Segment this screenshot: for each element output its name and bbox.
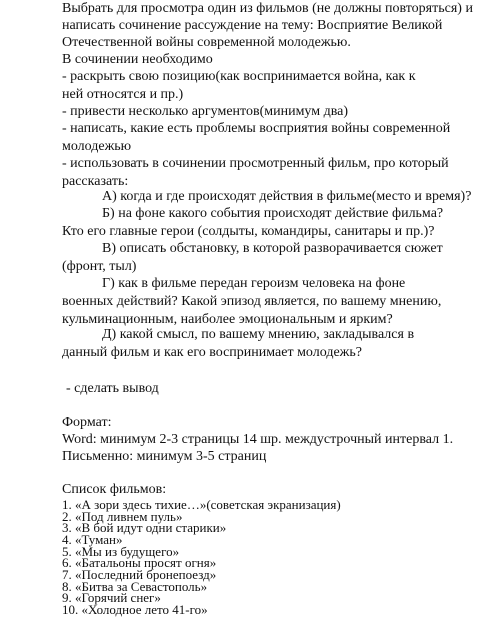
subitem-d: Г) как в фильме передан героизм человека на фоне военных действий? Какой эпизод является, по вашему мнению, кульминационным, наиболее эмоциональным и ярким? — [62, 276, 442, 327]
conclusion: - сделать вывод — [66, 381, 159, 396]
requirement-item: - привести несколько аргументов(минимум два) — [62, 104, 349, 119]
requirement-item: - написать, какие есть проблемы восприятия войны современной молодежью — [62, 121, 451, 154]
format-word: Word: минимум 2-3 страницы 14 шр. междустрочный интервал 1. — [62, 432, 454, 447]
film-list-item: 2. «Под ливнем пуль» — [62, 509, 183, 524]
film-list-item: 9. «Горячий снег» — [62, 590, 161, 605]
film-list-item: 7. «Последний бронепоезд» — [62, 567, 217, 582]
intro-line-3: Отечественной войны современной молодежью. — [62, 35, 351, 50]
requirements-heading: В сочинении необходимо — [62, 52, 213, 67]
film-list-item: 1. «А зори здесь тихие…»(советская экранизация) — [62, 497, 341, 512]
subitem-e: Д) какой смысл, по вашему мнению, закладывался в данный фильм и как его воспринимает молодежь? — [62, 327, 415, 360]
film-list-item: 4. «Туман» — [62, 532, 123, 547]
film-list-item: 6. «Батальоны просят огня» — [62, 555, 217, 570]
subitem-c: В) описать обстановку, в которой разворачивается сюжет (фронт, тыл) — [62, 241, 443, 274]
format-heading: Формат: — [62, 415, 112, 430]
subitem-a: А) когда и где происходят действия в фильме(место и время)? — [102, 189, 472, 204]
film-list-item: 3. «В бой идут одни старики» — [62, 520, 227, 535]
intro-line-2: написать сочинение рассуждение на тему: Восприятие Великой — [62, 18, 443, 33]
film-list-item: 8. «Битва за Севастополь» — [62, 579, 208, 594]
format-handwritten: Письменно: минимум 3-5 страниц — [62, 449, 267, 464]
subitem-b: Б) на фоне какого события происходят действие фильма? Кто его главные герои (солдыты, командиры, санитары и пр.)? — [62, 206, 444, 239]
intro-line-1: Выбрать для просмотра один из фильмов (не должны повторяться) и — [62, 1, 473, 16]
film-list-item: 5. «Мы из будущего» — [62, 544, 180, 559]
requirement-item: - использовать в сочинении просмотренный фильм, про который рассказать: — [62, 156, 449, 189]
film-list-item: 10. «Холодное лето 41-го» — [62, 602, 208, 617]
requirement-item: - раскрыть свою позицию(как воспринимается война, как к ней относятся и пр.) — [62, 69, 416, 102]
films-heading: Список фильмов: — [62, 482, 167, 497]
